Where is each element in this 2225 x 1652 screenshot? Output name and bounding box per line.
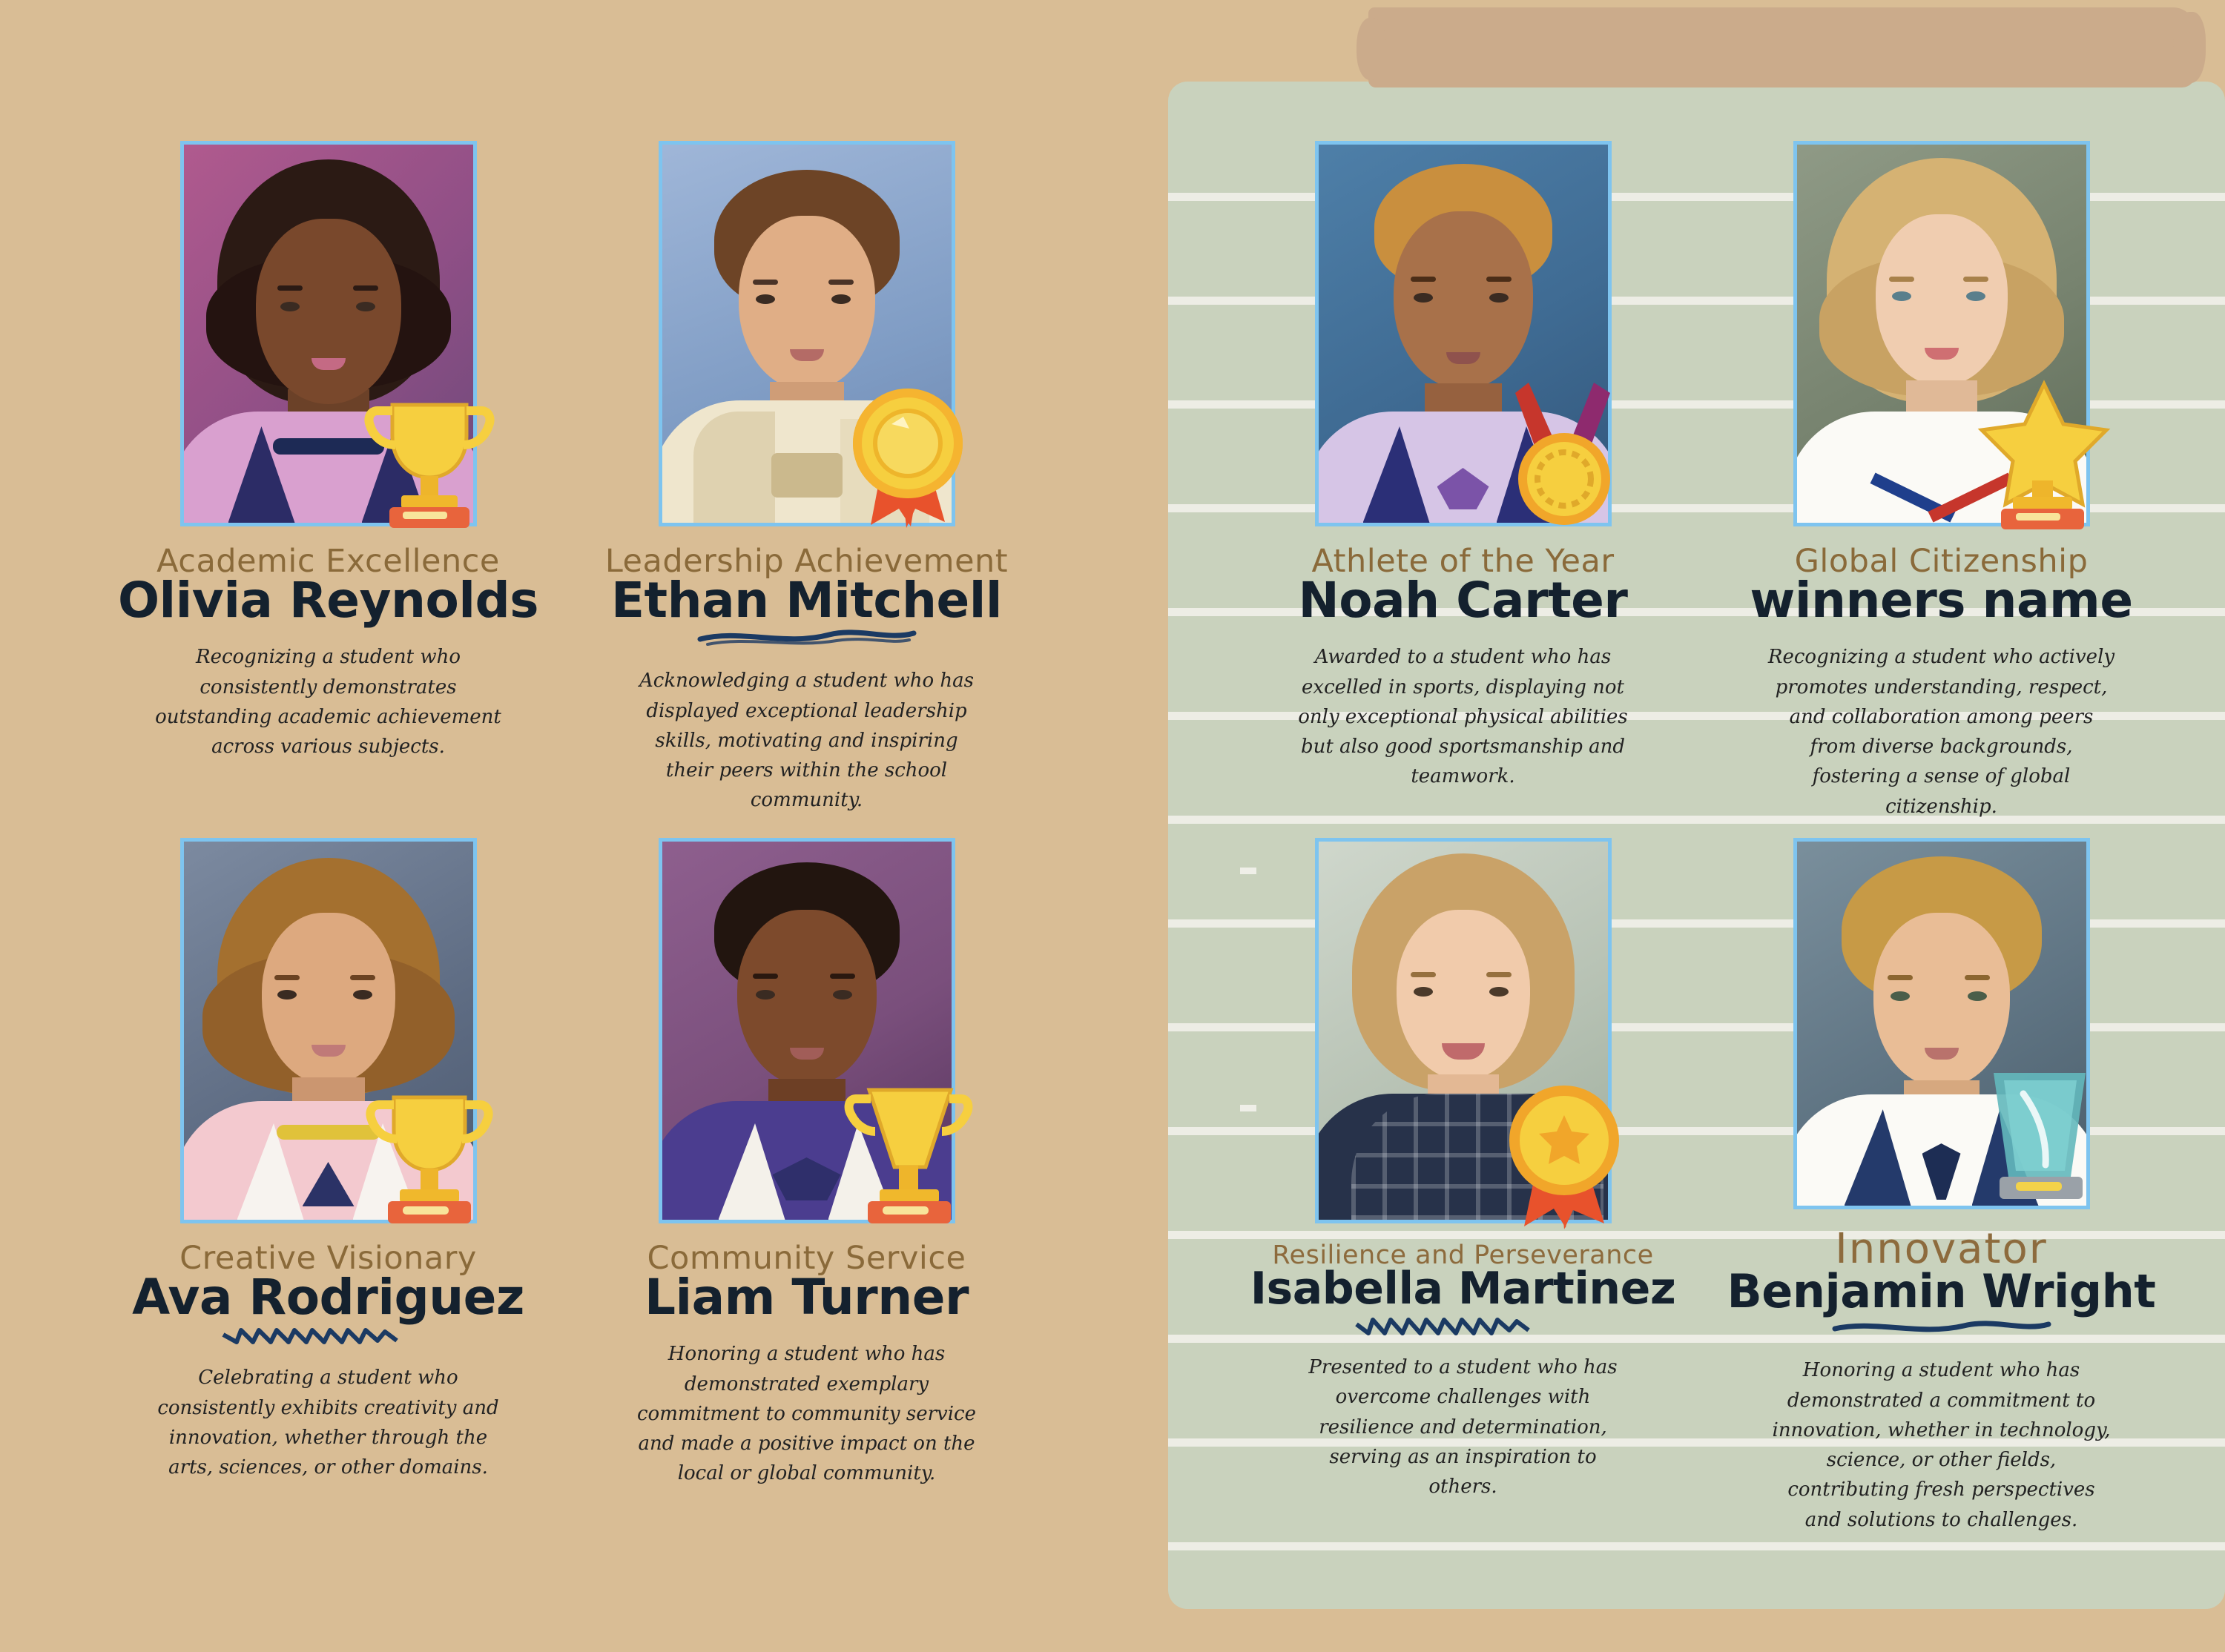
medal-icon: [1483, 375, 1646, 538]
award-description: Recognizing a student who actively promotes understanding, respect, and collaboration among peers from diverse backgrounds, fostering a sense of global citizenship.: [1767, 646, 2115, 818]
name-underline-scribble: [1352, 1311, 1575, 1336]
portrait-frame: [1793, 838, 2090, 1209]
winner-name: Liam Turner: [644, 1269, 969, 1326]
award-card-creative-visionary[interactable]: [111, 838, 545, 1535]
portrait-frame: [1315, 141, 1612, 526]
name-underline-scribble: [1830, 1314, 2053, 1339]
award-description: Honoring a student who has demonstrated exemplary commitment to community service and made a positive impact on the local or global community.: [637, 1343, 976, 1485]
award-description: Celebrating a student who consistently exhibits creativity and innovation, whether through the arts, sciences, or other domains.: [157, 1367, 499, 1479]
star-trophy-icon: [1961, 375, 2124, 538]
award-description: Awarded to a student who has excelled in sports, displaying not only exceptional physical abilities but also good sportsmanship and teamwork.: [1298, 646, 1628, 788]
winner-name: Benjamin Wright: [1727, 1264, 2156, 1319]
award-category: Resilience and Perseverance: [1272, 1240, 1654, 1270]
portrait-frame: [180, 838, 477, 1223]
award-description: Honoring a student who has demonstrated a commitment to innovation, whether in technology, science, or other fields, contributing fresh perspectives and solutions to challenges.: [1772, 1359, 2111, 1531]
winner-name: Olivia Reynolds: [117, 572, 539, 629]
award-category: Global Citizenship: [1794, 543, 2089, 580]
award-card-innovator[interactable]: [1724, 838, 2158, 1535]
trophy-icon: [348, 375, 511, 538]
award-description: Acknowledging a student who has displayed exceptional leadership skills, motivating and inspiring their peers within the school community.: [639, 670, 974, 812]
award-card-leadership-achievement[interactable]: [590, 141, 1024, 838]
winner-name: Ethan Mitchell: [610, 572, 1003, 629]
portrait-frame: [659, 838, 955, 1223]
name-underline-scribble: [696, 624, 918, 650]
award-card-athlete-of-the-year[interactable]: [1246, 141, 1680, 838]
award-card-resilience-and-perseverance[interactable]: [1246, 838, 1680, 1535]
trophy-icon: [348, 1072, 511, 1235]
winner-name: winners name: [1750, 572, 2133, 629]
brush-stroke-decoration: [1368, 7, 2195, 87]
left-award-grid: [111, 141, 1024, 1535]
award-card-academic-excellence[interactable]: [111, 141, 545, 838]
winner-name: Ava Rodriguez: [132, 1269, 524, 1326]
award-category: Academic Excellence: [156, 543, 500, 580]
portrait-frame: [180, 141, 477, 526]
rosette-ribbon-icon: [1483, 1072, 1646, 1235]
right-award-grid: [1246, 141, 2158, 1535]
winner-name: Isabella Martinez: [1250, 1263, 1676, 1315]
portrait-frame: [1793, 141, 2090, 526]
award-category: Leadership Achievement: [604, 543, 1009, 580]
portrait-frame: [659, 141, 955, 526]
winner-name: Noah Carter: [1298, 572, 1628, 629]
name-underline-scribble: [217, 1321, 440, 1347]
award-category: Athlete of the Year: [1311, 543, 1615, 580]
rosette-ribbon-icon: [826, 375, 989, 538]
award-description: Presented to a student who has overcome challenges with resilience and determination, serving as an inspiration to others.: [1308, 1356, 1618, 1499]
portrait-frame: [1315, 838, 1612, 1223]
award-card-community-service[interactable]: [590, 838, 1024, 1535]
award-category: Creative Visionary: [179, 1240, 477, 1277]
award-category: Community Service: [647, 1240, 966, 1277]
award-category: Innovator: [1835, 1225, 2048, 1274]
trophy-icon: [826, 1072, 989, 1235]
award-description: Recognizing a student who consistently demonstrates outstanding academic achievement across various subjects.: [155, 646, 501, 759]
crystal-award-icon: [1961, 1058, 2124, 1221]
award-card-global-citizenship[interactable]: [1724, 141, 2158, 838]
